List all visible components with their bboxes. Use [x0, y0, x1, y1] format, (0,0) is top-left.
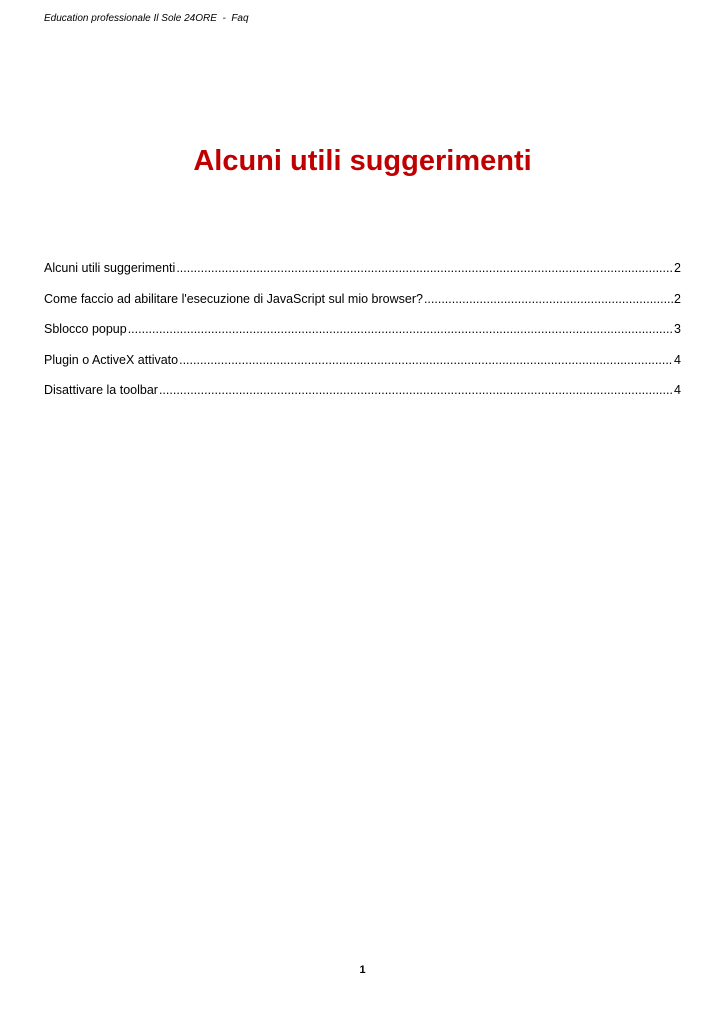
toc-entry-page: 3	[674, 322, 681, 336]
toc-dot-leader	[176, 258, 673, 278]
page-number: 1	[359, 964, 366, 976]
toc-dot-leader	[179, 350, 673, 370]
document-title: Alcuni utili suggerimenti	[193, 145, 532, 177]
toc-dot-leader	[159, 380, 673, 400]
toc-entry-disattivare-toolbar[interactable]	[44, 380, 681, 411]
toc-entry-page: 4	[674, 383, 681, 397]
toc-entry-plugin-activex[interactable]	[44, 350, 681, 381]
toc-entry-label: Come faccio ad abilitare l'esecuzione di JavaScript sul mio browser?	[44, 291, 423, 306]
toc-dot-leader	[128, 319, 673, 339]
toc-dot-leader	[424, 289, 673, 309]
toc-entry-page: 2	[674, 261, 681, 275]
toc-entry-page: 4	[674, 352, 681, 367]
toc-entry-label: Disattivare la toolbar	[44, 383, 158, 397]
page-header: Education professionale Il Sole 24ORE - Faq	[44, 13, 249, 24]
toc-entry-javascript[interactable]	[44, 289, 681, 320]
toc-entry-label: Alcuni utili suggerimenti	[44, 261, 176, 275]
toc-entry-alcuni-utili-suggerimenti[interactable]	[44, 258, 681, 289]
toc-entry-page: 2	[674, 291, 681, 306]
table-of-contents	[44, 258, 681, 411]
toc-entry-label: Plugin o ActiveX attivato	[44, 352, 179, 367]
toc-entry-label: Sblocco popup	[44, 322, 127, 336]
toc-entry-sblocco-popup[interactable]	[44, 319, 681, 350]
